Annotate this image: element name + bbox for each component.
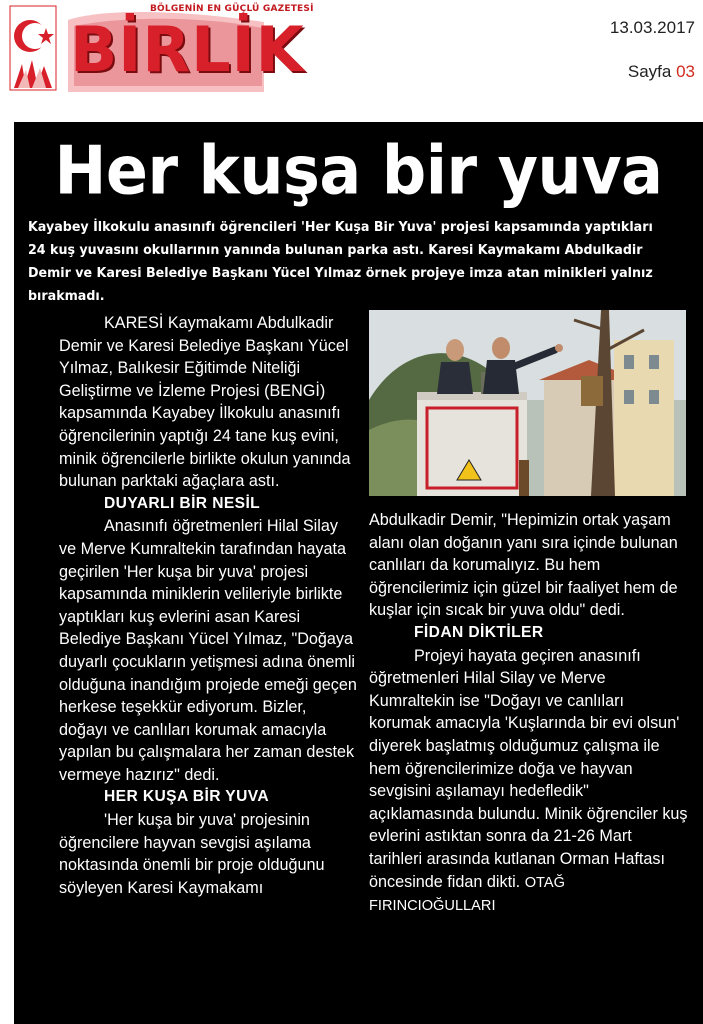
newspaper-name: BİRLİK	[70, 13, 305, 86]
paragraph-1: KARESİ Kaymakamı Abdulkadir Demir ve Karesi Belediye Başkanı Yücel Yılmaz, Balıkesir Eğitimde Niteliği Geliştirme ve İzleme Projesi (BENGİ) kapsamında Kayabey İlkokulu anasınıfı öğrencilerinin yaptığı 24 tane kuş evini, minik öğrencilerle birlikte okulun yanında bulunan parktaki ağaçlara astı.	[59, 314, 351, 491]
lead-paragraph: Kayabey İlkokulu anasınıfı öğrencileri 'Her Kuşa Bir Yuva' projesi kapsamında yaptıkları 24 kuş yuvasını okullarının yanında bulunan parka astı. Karesi Kaymakamı Abdulkadir Demir ve Karesi Belediye Başkanı Yücel Yılmaz örnek projeye imza atan minikleri yalnız bırakmadı.	[28, 220, 653, 304]
news-article	[14, 122, 703, 1024]
article-photo	[369, 310, 686, 496]
paragraph-4: Abdulkadir Demir, "Hepimizin ortak yaşam alanı olan doğanın yanı sıra içinde bulunan canlıları da korumalıyız. Bu hem öğrencilerimiz için güzel bir faaliyet hem de kuşlar için sıcak bir yuva oldu" dedi.	[369, 511, 678, 620]
paragraph-5-text: Projeyi hayata geçiren anasınıfı öğretmenleri Hilal Silay ve Merve Kumraltekin ise "Doğayı ve canlıları korumak amacıyla 'Kuşlarında bir evi olsun' diyerek başlatmış olduğumuz çalışma ile hem öğrencilerimize doğa ve hayvan sevgisini aşılamayı hedefledik" açıklamasında bulundu. Minik öğrenciler kuş evlerini astıktan sonra da 21-26 Mart tarihleri arasında kutlanan Orman Haftası öncesinde fidan dikti.	[369, 646, 688, 891]
paragraph-3: 'Her kuşa bir yuva' projesinin öğrencilere hayvan sevgisi aşılama noktasında önemli bir proje olduğunu söyleyen Karesi Kaymakamı	[59, 811, 325, 897]
right-column	[369, 509, 689, 918]
subheading-her-kusa-bir-yuva: HER KUŞA BİR YUVA	[104, 788, 270, 806]
left-column	[59, 312, 359, 899]
crescent-star-emblem-icon	[8, 4, 58, 92]
masthead-tagline: BÖLGENİN EN GÜÇLÜ GAZETESİ	[150, 4, 314, 14]
page-prefix: Sayfa	[627, 62, 672, 81]
headline: Her kuşa bir yuva	[54, 131, 663, 210]
paragraph-2: Anasınıfı öğretmenleri Hilal Silay ve Merve Kumraltekin tarafından hayata geçirilen 'Her kuşa bir yuva' projesi kapsamında miniklerin velileriyle birlikte yaptıkları kuş evlerini asan Karesi Belediye Başkanı Yücel Yılmaz, "Doğaya duyarlı çocukların yetişmesi adına önemli olduğuna inandığım projede emeği geçen herkese teşekkür ediyorum. Bizler, doğayı ve canlıları korumak amacıyla yapılan bu çalışmalara her zaman destek vermeye hazırız" dedi.	[59, 517, 357, 784]
subheading-duyarli-bir-nesil: DUYARLI BİR NESİL	[104, 494, 261, 512]
page-number-value: 03	[676, 62, 695, 81]
issue-date: 13.03.2017	[609, 18, 695, 37]
paragraph-5	[369, 645, 689, 918]
photo-illustration	[369, 310, 686, 496]
subheading-fidan-diktiler: FİDAN DİKTİLER	[414, 623, 544, 641]
masthead	[0, 0, 703, 118]
page-number	[628, 62, 695, 82]
byline: OTAĞ FIRINCIOĞULLARI	[369, 874, 565, 915]
